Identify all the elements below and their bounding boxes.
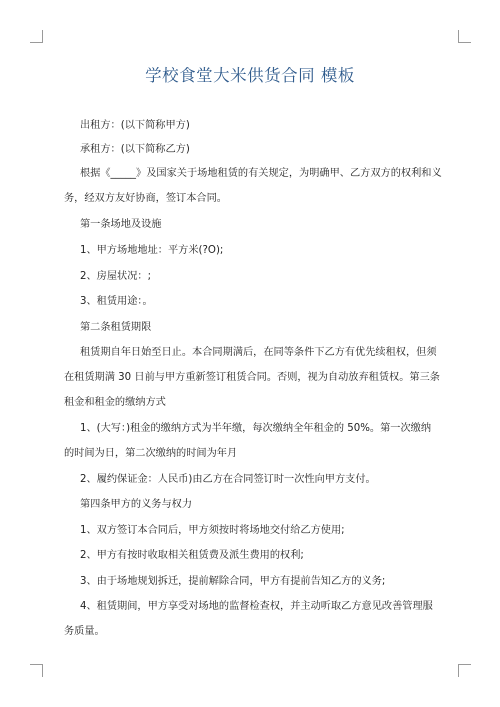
paragraph-preamble-line-1: 根据《_____》及国家关于场地租赁的有关规定，为明确甲、乙方双方的权利和义 <box>80 168 442 179</box>
article-1-item-1: 1、甲方场地地址：平方米(?O); <box>80 245 224 256</box>
article-3-item-1-line-2: 的时间为日，第二次缴纳的时间为年月 <box>64 448 238 459</box>
article-2-text-line-2: 在租赁期满 30 日前与甲方重新签订租赁合同。否则，视为自动放弃租赁权。第三条 <box>64 372 440 383</box>
article-3-heading: 租金和租金的缴纳方式 <box>64 397 166 408</box>
article-3-item-1-line-1: 1、(大写：)租金的缴纳方式为半年缴，每次缴纳全年租金的 50%。第一次缴纳 <box>80 423 432 434</box>
crop-mark-bottom-left <box>30 664 43 677</box>
article-1-heading: 第一条场地及设施 <box>80 219 162 230</box>
article-4-heading: 第四条甲方的义务与权力 <box>80 499 193 510</box>
crop-mark-bottom-right <box>458 664 471 677</box>
paragraph-lessee: 承租方：(以下简称乙方) <box>80 144 190 155</box>
paragraph-preamble-line-2: 务，经双方友好协商，签订本合同。 <box>64 193 227 204</box>
article-3-item-2: 2、履约保证金：人民币)由乙方在合同签订时一次性向甲方支付。 <box>80 474 376 485</box>
article-4-item-1: 1、双方签订本合同后，甲方须按时将场地交付给乙方使用; <box>80 525 345 536</box>
crop-mark-top-right <box>458 30 471 43</box>
article-2-heading: 第二条租赁期限 <box>80 322 152 333</box>
article-4-item-3: 3、由于场地规划拆迁，提前解除合同，甲方有提前告知乙方的义务; <box>80 576 386 587</box>
article-1-item-3: 3、租赁用途：。 <box>80 296 153 307</box>
article-4-item-2: 2、甲方有按时收取相关租赁费及派生费用的权利; <box>80 550 304 561</box>
article-4-item-4-line-2: 务质量。 <box>64 626 105 637</box>
document-title: 学校食堂大米供货合同 模板 <box>145 66 355 85</box>
article-2-text-line-1: 租赁期自年日始至日止。本合同期满后，在同等条件下乙方有优先续租权，但须 <box>80 347 437 358</box>
crop-mark-top-left <box>30 30 43 43</box>
article-1-item-2: 2、房屋状况：; <box>80 271 152 282</box>
paragraph-lessor: 出租方：(以下简称甲方) <box>80 120 190 131</box>
article-4-item-4-line-1: 4、租赁期间，甲方享受对场地的监督检查权，并主动听取乙方意见改善管理服 <box>80 601 433 612</box>
